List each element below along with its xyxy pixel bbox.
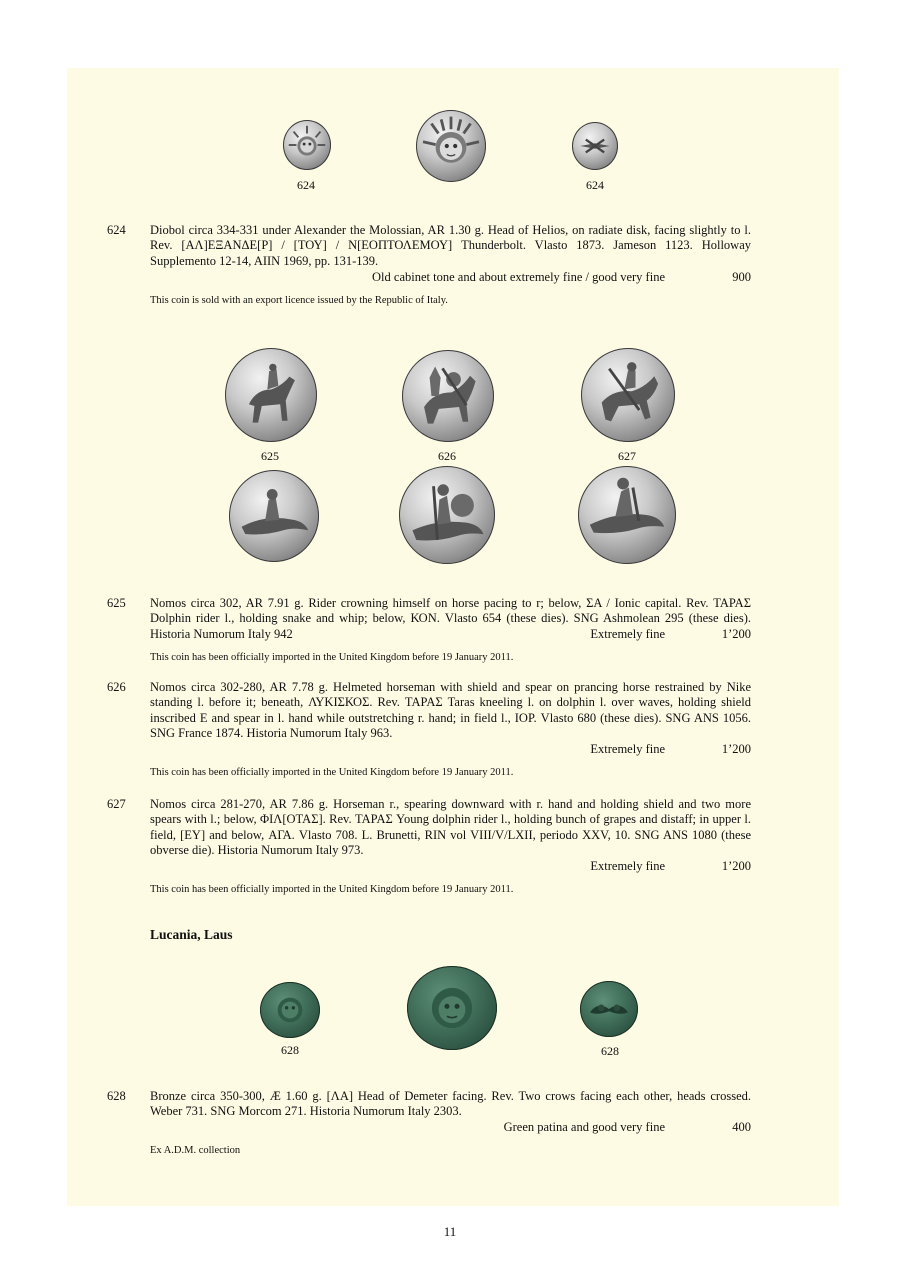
lot-price: 1’200 [721,742,751,756]
lot-description: Nomos circa 302, AR 7.91 g. Rider crowning himself on horse pacing to r; below, ΣΑ / Ionic capital. Rev. ΤΑΡΑΣ Dolphin rider l., holding snake and whip; below, ΚΟΝ. Vlasto 654 (these dies). SNG Ashmolean 295 (these dies). Historia Numorum Italy 942 [150,596,751,641]
coin-625-obverse-image [225,348,317,442]
lot-number: 624 [107,223,126,237]
coin-label: 628 [601,1044,619,1058]
coin-626-reverse-image [399,466,495,564]
coin-624-obverse-small-image [283,120,331,170]
lot-condition: Old cabinet tone and about extremely fine / good very fine [372,270,665,284]
lot-condition: Extremely fine [590,742,665,756]
coin-label: 627 [618,449,636,463]
lot-condition-row [150,627,751,643]
lot-price: 1’200 [721,859,751,873]
lot-price: 900 [732,270,751,284]
lot-description: Nomos circa 302-280, AR 7.78 g. Helmeted horseman with shield and spear on prancing horse restrained by Nike standing l. before it; beneath, ΛΥΚΙΣΚΟΣ. Rev. ΤΑΡΑΣ Taras kneeling l. on dolphin l. over waves, holding shield inscribed E and spear in l. hand while outstretching r. hand; in field l., ΙΟΡ. Vlasto 680 (these dies). SNG ANS 1056. SNG France 1874. Historia Numorum Italy 963. [150,680,751,740]
coin-label: 625 [261,449,279,463]
lot-condition: Extremely fine [590,627,665,641]
lot-note: This coin has been officially imported in the United Kingdom before 19 January 2011. [150,767,514,778]
coin-627-obverse-image [581,348,675,442]
lot-number: 625 [107,596,126,610]
page-number: 11 [443,1224,457,1239]
lot-condition-row [150,270,751,286]
coin-624-obverse-large-image [416,110,486,182]
lot-description: Nomos circa 281-270, AR 7.86 g. Horseman r., spearing downward with r. hand and holding shield and two more spears with l.; below, ΦΙΛ[ΟΤΑΣ]. Rev. ΤΑΡΑΣ Young dolphin rider l., holding bunch of grapes and distaff; in upper l. field, [ΕΥ] and below, ΑΓΑ. Vlasto 708. L. Brunetti, RIN vol VIII/V/LXII, periodo XXV, 10. SNG ANS 1080 (these obverse die). Historia Numorum Italy 973. [150,797,751,857]
lot-price: 1’200 [721,627,751,641]
coin-625-reverse-image [229,470,319,562]
lot-number: 627 [107,797,126,811]
lot-condition-row [150,1120,751,1136]
coin-627-reverse-image [578,466,676,564]
lot-condition: Extremely fine [590,859,665,873]
coin-626-obverse-image [402,350,494,442]
lot-note: Ex A.D.M. collection [150,1145,241,1156]
coin-628-obverse-large-image [407,966,497,1050]
lot-condition: Green patina and good very fine [503,1120,665,1134]
lot-note: This coin has been officially imported in the United Kingdom before 19 January 2011. [150,884,514,895]
lot-price: 400 [732,1120,751,1134]
lot-note: This coin has been officially imported in the United Kingdom before 19 January 2011. [150,652,514,663]
lot-description: Bronze circa 350-300, Æ 1.60 g. [ΛΑ] Head of Demeter facing. Rev. Two crows facing each other, heads crossed. Weber 731. SNG Morcom 271. Historia Numorum Italy 2303. [150,1089,751,1119]
lot-number: 626 [107,680,126,694]
lot-number: 628 [107,1089,126,1103]
coin-label: 628 [281,1043,299,1057]
lot-condition-row [150,742,751,758]
coin-label: 624 [586,178,604,192]
lot-description-text: Diobol circa 334-331 under Alexander the Molossian, AR 1.30 g. Head of Helios, on radiate disk, facing slightly to l. Rev. [ΑΛ]ΕΞΑΝΔΕ[Ρ] / [ΤΟΥ] / Ν[ΕΟΠΤΟΛΕΜΟΥ] Thunderbolt. Vlasto 1873. Jameson 1123. Holloway Supplemento 12-14, AIIN 1969, pp. 131-139. [150,223,751,268]
coin-628-obverse-small-image [260,982,320,1038]
section-heading: Lucania, Laus [150,927,233,942]
coin-624-reverse-image [572,122,618,170]
lot-description [150,223,751,269]
coin-628-reverse-image [580,981,638,1037]
coin-label: 624 [297,178,315,192]
lot-note: This coin is sold with an export licence issued by the Republic of Italy. [150,295,448,306]
coin-label: 626 [438,449,456,463]
lot-condition-row [150,859,751,875]
